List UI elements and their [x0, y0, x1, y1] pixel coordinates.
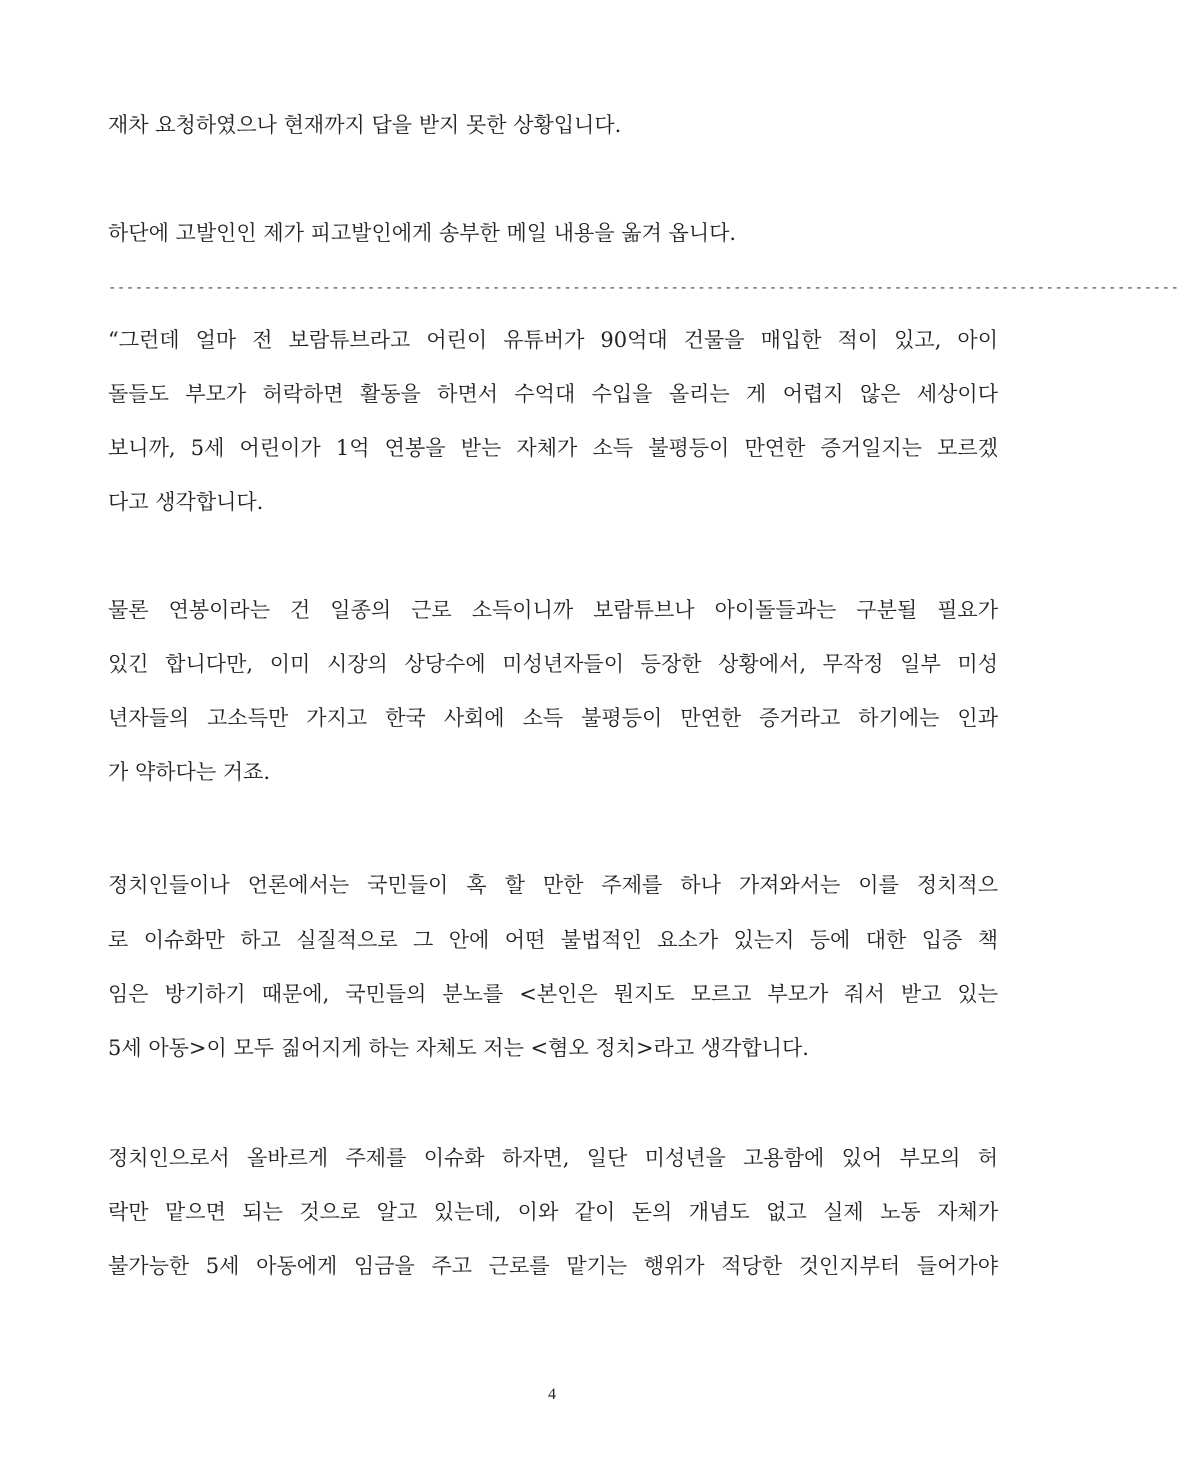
- dashed-separator: ------------------------------------------------------------------------------------------------------------------------: [108, 280, 1179, 296]
- text-line: 있긴 합니다만, 이미 시장의 상당수에 미성년자들이 등장한 상황에서, 무작정 일부 미성: [108, 652, 998, 676]
- text-line: 년자들의 고소득만 가지고 한국 사회에 소득 불평등이 만연한 증거라고 하기에는 인과: [108, 706, 998, 730]
- text-line: 로 이슈화만 하고 실질적으로 그 안에 어떤 불법적인 요소가 있는지 등에 대한 입증 책: [108, 928, 998, 952]
- page-number: 4: [548, 1386, 556, 1403]
- text-line: 정치인들이나 언론에서는 국민들이 혹 할 만한 주제를 하나 가져와서는 이를 정치적으: [108, 873, 998, 897]
- text-line: 불가능한 5세 아동에게 임금을 주고 근로를 맡기는 행위가 적당한 것인지부터 들어가야: [108, 1254, 998, 1278]
- text-line: 정치인으로서 올바르게 주제를 이슈화 하자면, 일단 미성년을 고용함에 있어 부모의 허: [108, 1146, 998, 1170]
- text-line: “그런데 얼마 전 보람튜브라고 어린이 유튜버가 90억대 건물을 매입한 적이 있고, 아이: [108, 328, 998, 352]
- text-line: 가 약하다는 거죠.: [108, 760, 271, 784]
- text-line: 물론 연봉이라는 건 일종의 근로 소득이니까 보람튜브나 아이돌들과는 구분될 필요가: [108, 598, 998, 622]
- text-line: 보니까, 5세 어린이가 1억 연봉을 받는 자체가 소득 불평등이 만연한 증거일지는 모르겠: [108, 436, 998, 460]
- text-line: 임은 방기하기 때문에, 국민들의 분노를 <본인은 뭔지도 모르고 부모가 줘서 받고 있는: [108, 982, 998, 1006]
- text-line: 락만 맡으면 되는 것으로 알고 있는데, 이와 같이 돈의 개념도 없고 실제 노동 자체가: [108, 1200, 998, 1224]
- text-line: 다고 생각합니다.: [108, 490, 264, 514]
- intro-line: 재차 요청하였으나 현재까지 답을 받지 못한 상황입니다.: [108, 113, 622, 137]
- intro-line: 하단에 고발인인 제가 피고발인에게 송부한 메일 내용을 옮겨 옵니다.: [108, 221, 737, 245]
- text-line: 돌들도 부모가 허락하면 활동을 하면서 수억대 수입을 올리는 게 어렵지 않은 세상이다: [108, 382, 998, 406]
- text-line: 5세 아동>이 모두 짊어지게 하는 자체도 저는 <혐오 정치>라고 생각합니다.: [108, 1036, 809, 1060]
